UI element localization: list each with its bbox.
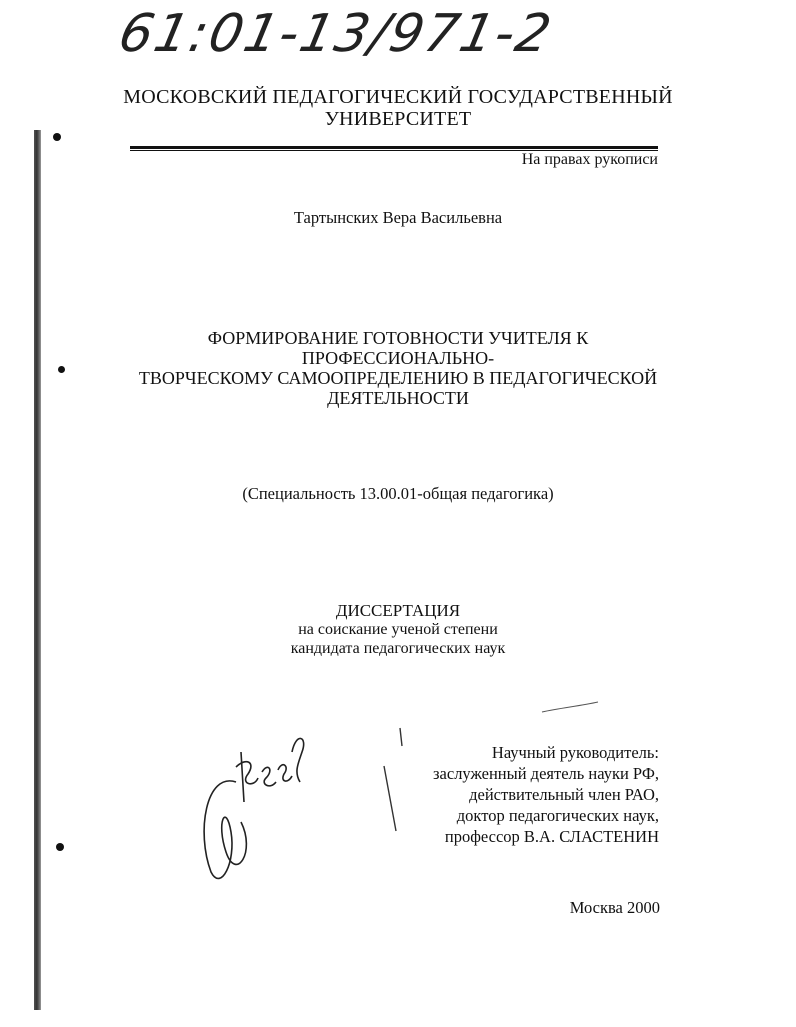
title-line: ДЕЯТЕЛЬНОСТИ: [327, 388, 469, 408]
scientific-advisor: [433, 742, 659, 847]
university-name: [0, 86, 796, 130]
author-name: Тартынских Вера Васильевна: [293, 208, 503, 227]
title-line: ФОРМИРОВАНИЕ ГОТОВНОСТИ УЧИТЕЛЯ К: [207, 328, 589, 348]
university-line: МОСКОВСКИЙ ПЕДАГОГИЧЕСКИЙ ГОСУДАРСТВЕННЫЙ: [123, 86, 673, 108]
header-divider: [130, 146, 658, 149]
advisor-line: доктор педагогических наук,: [456, 806, 659, 825]
advisor-line: заслуженный деятель науки РФ,: [433, 764, 659, 783]
dissertation-type: [0, 601, 796, 658]
pencil-mark: [540, 698, 600, 718]
handwritten-signature: [196, 712, 316, 892]
dissertation-title: [0, 328, 796, 408]
title-line: ПРОФЕССИОНАЛЬНО-: [301, 348, 495, 368]
punch-hole-mark: [56, 843, 64, 851]
degree-line: кандидата педагогических наук: [290, 640, 506, 657]
pencil-mark: [376, 726, 406, 836]
punch-hole-mark: [53, 133, 61, 141]
specialty: (Специальность 13.00.01-общая педагогика): [242, 484, 554, 503]
advisor-line: действительный член РАО,: [469, 785, 659, 804]
title-line: ТВОРЧЕСКОМУ САМООПРЕДЕЛЕНИЮ В ПЕДАГОГИЧЕСКОЙ: [138, 368, 658, 388]
dissertation-heading: ДИССЕРТАЦИЯ: [335, 601, 461, 620]
university-line: УНИВЕРСИТЕТ: [324, 108, 472, 130]
degree-line: на соискание ученой степени: [298, 621, 498, 638]
rights-note: На правах рукописи: [521, 151, 658, 168]
city-year: Москва 2000: [569, 898, 660, 917]
advisor-line: профессор В.А. СЛАСТЕНИН: [444, 827, 659, 846]
advisor-line: Научный руководитель:: [491, 743, 659, 762]
handwritten-catalog-code: 61:01-13/971-2: [113, 4, 558, 64]
scan-binding-edge: [34, 130, 41, 1010]
